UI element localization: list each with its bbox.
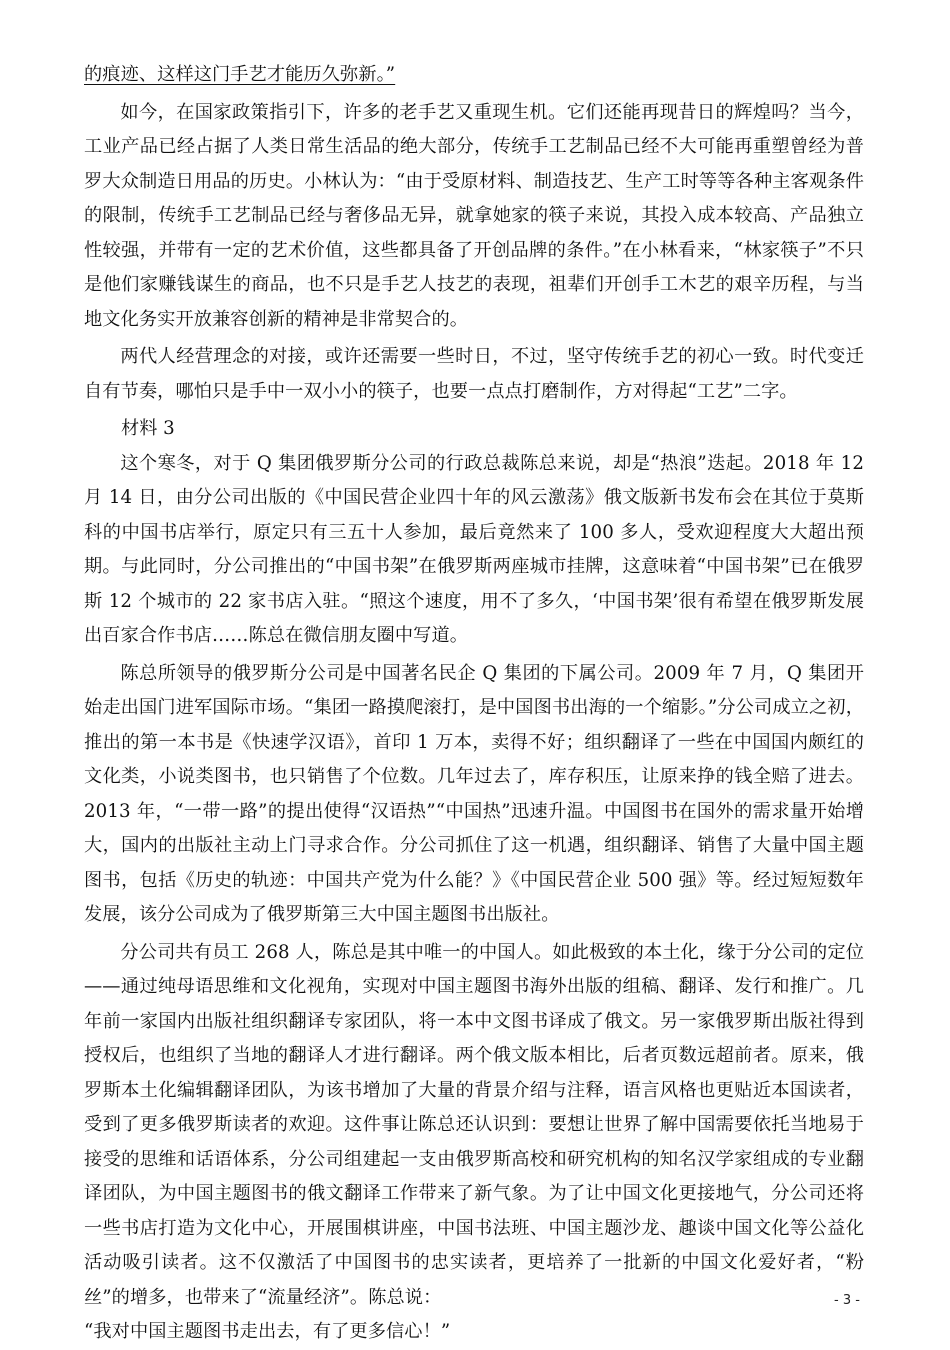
page-number: - 3 - bbox=[834, 1293, 860, 1308]
paragraph-two-generations: 两代人经营理念的对接，或许还需要一些时日，不过，坚守传统手艺的初心一致。时代变迁自有节奏，哪怕只是手中一双小小的筷子，也要一点点打磨制作，方对得起“工艺”二字。 bbox=[84, 346, 864, 402]
continued-quote-line: 的痕迹、这样这门手艺才能历久弥新。” bbox=[84, 64, 396, 85]
closing-quote-line: “我对中国主题图书走出去，有了更多信心！” bbox=[84, 1321, 451, 1342]
material-3-heading: 材料 3 bbox=[121, 418, 175, 439]
paragraph-branch-history: 陈总所领导的俄罗斯分公司是中国著名民企 Q 集团的下属公司。2009 年 7 月，Q 集团开始走出国门进军国际市场。“集团一路摸爬滚打，是中国图书出海的一个缩影。”分公司成立之初，推出的第一本书是《快速学汉语》，首印 1 万本，卖得不好；组织翻译了一些在中国国内颇红的文化类，小说类图书，也只销售了个位数。几年过去了，库存积压，让原来挣的钱全赔了进去。2013 年，“一带一路”的提出使得“汉语热”“中国热”迅速升温。中国图书在国外的需求量开始增大，国内的出版社主动上门寻求合作。分公司抓住了这一机遇，组织翻译、销售了大量中国主题图书，包括《历史的轨迹：中国共产党为什么能？》《中国民营企业 500 强》等。经过短短数年发展，该分公司成为了俄罗斯第三大中国主题图书出版社。 bbox=[84, 662, 864, 925]
paragraph-localization: 分公司共有员工 268 人，陈总是其中唯一的中国人。如此极致的本土化，缘于分公司的定位——通过纯母语思维和文化视角，实现对中国主题图书海外出版的组稿、翻译、发行和推广。几年前一家国内出版社组织翻译专家团队，将一本中文图书译成了俄文。另一家俄罗斯出版社得到授权后，也组织了当地的翻译人才进行翻译。两个俄文版本相比，后者页数远超前者。原来，俄罗斯本土化编辑翻译团队，为该书增加了大量的背景介绍与注释，语言风格也更贴近本国读者，受到了更多俄罗斯读者的欢迎。这件事让陈总还认识到：要想让世界了解中国需要依托当地易于接受的思维和话语体系，分公司组建起一支由俄罗斯高校和研究机构的知名汉学家组成的专业翻译团队，为中国主题图书的俄文翻译工作带来了新气象。为了让中国文化更接地气，分公司还将一些书店打造为文化中心，开展围棋讲座，中国书法班、中国主题沙龙、趣谈中国文化等公益化活动吸引读者。这不仅激活了中国图书的忠实读者，更培养了一批新的中国文化爱好者，“粉丝”的增多，也带来了“流量经济”。陈总说： bbox=[84, 941, 864, 1308]
paragraph-winter-heatwave: 这个寒冬，对于 Q 集团俄罗斯分公司的行政总裁陈总来说，却是“热浪”迭起。2018 年 12 月 14 日，由分公司出版的《中国民营企业四十年的风云激荡》俄文版新书发布会在其位于莫斯科的中国书店举行，原定只有三五十人参加，最后竟然来了 100 多人，受欢迎程度大大超出预期。与此同时，分公司推出的“中国书架”在俄罗斯两座城市挂牌，这意味着“中国书架”已在俄罗斯 12 个城市的 22 家书店入驻。“照这个速度，用不了多久，‘中国书架’很有希望在俄罗斯发展出百家合作书店……陈总在微信朋友圈中写道。 bbox=[84, 452, 864, 646]
document-page bbox=[84, 58, 864, 1350]
paragraph-revival: 如今，在国家政策指引下，许多的老手艺又重现生机。它们还能再现昔日的辉煌吗？当今，工业产品已经占据了人类日常生活品的绝大部分，传统手工艺制品已经不大可能再重塑曾经为普罗大众制造日用品的历史。小林认为：“由于受原材料、制造技艺、生产工时等等各种主客观条件的限制，传统手工艺制品已经与奢侈品无异，就拿她家的筷子来说，其投入成本较高、产品独立性较强，并带有一定的艺术价值，这些都具备了开创品牌的条件。”在小林看来，“林家筷子”不只是他们家赚钱谋生的商品，也不只是手艺人技艺的表现，祖辈们开创手工木艺的艰辛历程，与当地文化务实开放兼容创新的精神是非常契合的。 bbox=[84, 101, 864, 330]
